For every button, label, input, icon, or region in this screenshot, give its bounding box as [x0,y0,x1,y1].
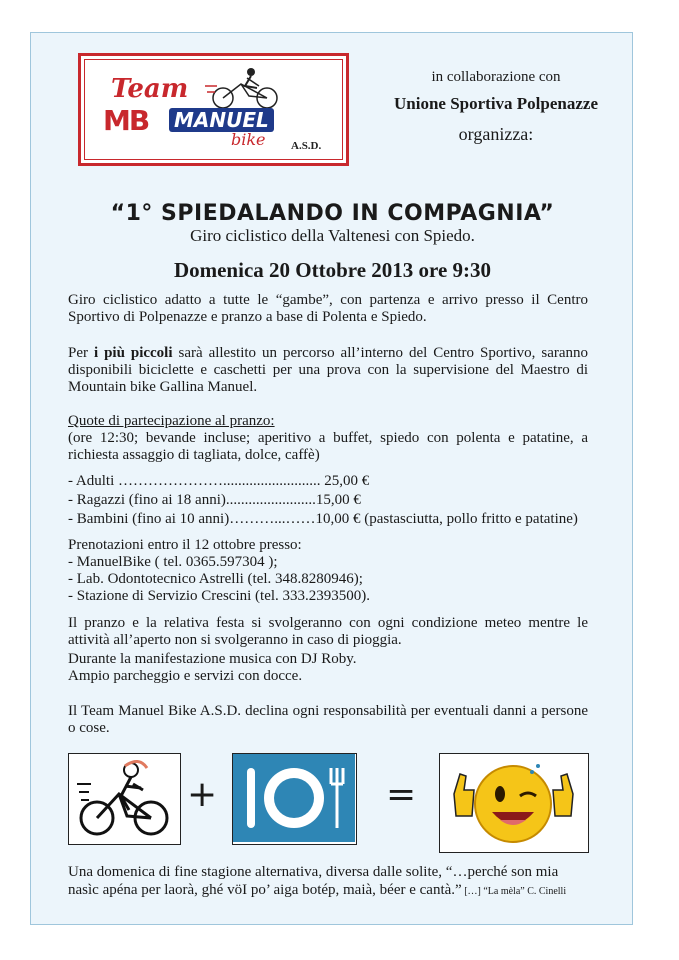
kids-rest: sarà allestito un percorso all’interno del Centro Sportivo, saranno disponibili biciclette e caschetti per una prova con la supervisione del Maestro di Mountain bike Gallina Manuel. [68,345,589,395]
quote-heading [68,413,588,430]
booking-item-2: - Lab. Odontotecnico Astrelli (tel. 348.8280946); [68,571,363,587]
booking-item-3: - Stazione di Servizio Crescini (tel. 333.2393500). [68,588,371,604]
kids-paragraph [68,345,588,396]
booking-item-1: - ManuelBike ( tel. 0365.597304 ); [68,554,278,570]
quote-heading-text: Quote di partecipazione al pranzo: [68,413,275,429]
logo-manuel-text: MANUEL [169,108,274,132]
booking-heading: Prenotazioni entro il 12 ottobre presso: [68,537,302,553]
price-bambini: - Bambini (fino ai 10 anni)………...……10,00 € (pastasciutta, pollo fritto e patatine) [68,511,578,527]
footer-line-1: Una domenica di fine stagione alternativa, diversa dalle solite, “…perché son mia [68,864,559,880]
plate-cutlery-icon [232,753,357,845]
event-title: “1° SPIEDALANDO IN COMPAGNIA” [110,201,555,226]
cyclist-icon [68,753,181,845]
kids-prefix: Per [68,345,94,361]
logo-bike-text: bike [231,130,266,149]
team-manuel-bike-logo [78,53,349,166]
thumbs-up-smiley-icon [439,753,589,853]
logo-asd-text: A.S.D. [291,140,322,152]
collab-organizza: organizza: [458,124,534,144]
quote-details: (ore 12:30; bevande incluse; aperitivo a buffet, spiedo con polenta e patatine, a richiesta assaggio di tagliata, dolce, caffè) [68,430,588,463]
footer-quote [68,863,628,901]
plus-sign: + [187,774,218,815]
equals-sign: = [386,774,417,815]
collaboration-block [361,69,631,145]
footer-citation: […] “La mèla” C. Cinelli [461,886,567,897]
footer-line-2 [68,881,628,901]
weather-note: Il pranzo e la relativa festa si svolgeranno con ogni condizione meteo mentre le attività all’aperto non si svolgeranno in caso di pioggia. [68,615,588,648]
logo-cyclist-icon [203,66,293,110]
event-date: Domenica 20 Ottobre 2013 ore 9:30 [173,258,492,282]
music-note: Durante la manifestazione musica con DJ Roby. [68,651,357,667]
parking-note: Ampio parcheggio e servizi con docce. [68,668,303,684]
kids-bold: i più piccoli [93,345,173,361]
logo-mb-text: MB [103,104,149,137]
collab-line-1: in collaborazione con [431,69,561,85]
footer-line-2-text: nasìc apéna per laorà, ghé vöI po’ aiga botép, maià, béer e cantà.” [68,882,462,898]
price-adulti: - Adulti ………………….......................... 25,00 € [68,473,370,489]
collab-organizer: Unione Sportiva Polpenazze [394,94,598,113]
logo-team-text: Team [111,74,189,104]
intro-paragraph: Giro ciclistico adatto a tutte le “gambe”, con partenza e arrivo presso il Centro Sportivo di Polpenazze e pranzo a base di Polenta e Spiedo. [68,292,588,325]
event-subtitle: Giro ciclistico della Valtenesi con Spiedo. [190,226,475,245]
disclaimer: Il Team Manuel Bike A.S.D. declina ogni responsabilità per eventuali danni a persone o cose. [68,703,588,736]
flyer-sheet [30,32,633,925]
price-ragazzi: - Ragazzi (fino ai 18 anni)........................15,00 € [68,492,361,508]
